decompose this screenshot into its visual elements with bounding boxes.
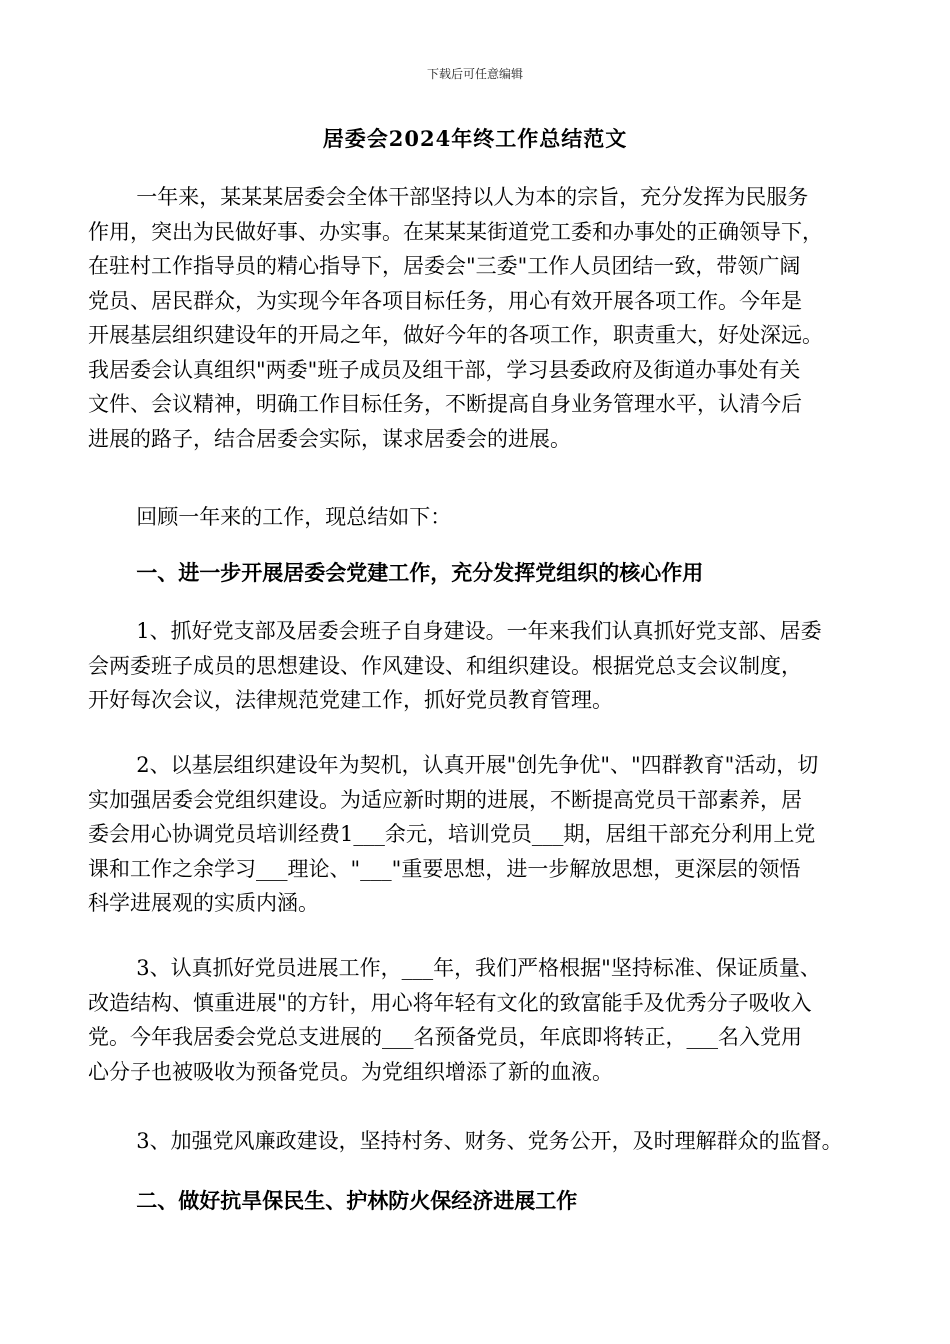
page-header-note: 下载后可任意编辑 (426, 67, 523, 81)
intro-paragraph (88, 180, 878, 456)
item-2-line: 科学进展观的实质内涵。 (88, 891, 319, 915)
intro-line: 进展的路子，结合居委会实际，谋求居委会的进展。 (88, 426, 571, 451)
item-4-paragraph (88, 1124, 878, 1159)
item-2-line: 课和工作之余学习___理论、"___"重要思想，进一步解放思想，更深层的领悟 (88, 856, 801, 881)
section-1-heading-text: 一、进一步开展居委会党建工作，充分发挥党组织的核心作用 (136, 560, 704, 585)
item-2-line: 实加强居委会党组织建设。为适应新时期的进展，不断提高党员干部素养，居 (88, 787, 802, 812)
intro-line: 在驻村工作指导员的精心指导下，居委会"三委"工作人员团结一致，带领广阔 (88, 254, 801, 278)
intro-line: 开展基层组织建设年的开局之年，做好今年的各项工作，职责重大，好处深远。 (88, 323, 823, 347)
item-3-line: 心分子也被吸收为预备党员。为党组织增添了新的血液。 (88, 1059, 613, 1084)
item-2-paragraph (88, 748, 878, 921)
item-3-line: 党。今年我居委会党总支进展的___名预备党员，年底即将转正，___名入党用 (88, 1025, 802, 1049)
item-1-line: 开好每次会议，法律规范党建工作，抓好党员教育管理。 (88, 688, 613, 712)
item-1-paragraph (88, 614, 878, 718)
review-line: 回顾一年来的工作，现总结如下： (136, 505, 452, 529)
intro-line: 作用，突出为民做好事、办实事。在某某某街道党工委和办事处的正确领导下， (88, 219, 823, 244)
section-2-heading-text: 二、做好抗旱保民生、护林防火保经济进展工作 (136, 1188, 578, 1213)
item-1-line: 会两委班子成员的思想建设、作风建设、和组织建设。根据党总支会议制度， (88, 653, 802, 678)
item-2-line: 委会用心协调党员培训经费1___余元，培训党员___期，居组干部充分利用上党 (88, 822, 816, 846)
intro-line: 党员、居民群众，为实现今年各项目标任务，用心有效开展各项工作。今年是 (88, 288, 802, 313)
item-3-paragraph (88, 951, 878, 1089)
item-4-line: 3、加强党风廉政建设，坚持村务、财务、党务公开，及时理解群众的监督。 (136, 1129, 843, 1153)
section-1-heading (88, 556, 878, 591)
intro-line: 文件、会议精神，明确工作目标任务，不断提高自身业务管理水平，认清今后 (88, 392, 802, 416)
review-paragraph (88, 500, 878, 535)
section-2-heading (88, 1184, 878, 1219)
item-3-line: 改造结构、慎重进展"的方针，用心将年轻有文化的致富能手及优秀分子吸收入 (88, 990, 812, 1015)
document-title: 居委会2024年终工作总结范文 (322, 126, 628, 151)
intro-line: 我居委会认真组织"两委"班子成员及组干部，学习县委政府及街道办事处有关 (88, 357, 801, 382)
intro-line: 一年来，某某某居委会全体干部坚持以人为本的宗旨，充分发挥为民服务 (136, 185, 809, 209)
item-1-line: 1、抓好党支部及居委会班子自身建设。一年来我们认真抓好党支部、居委 (136, 619, 822, 643)
item-2-line: 2、以基层组织建设年为契机，认真开展"创先争优"、"四群教育"活动，切 (136, 753, 819, 777)
item-3-line: 3、认真抓好党员进展工作，___年，我们严格根据"坚持标准、保证质量、 (136, 956, 821, 980)
